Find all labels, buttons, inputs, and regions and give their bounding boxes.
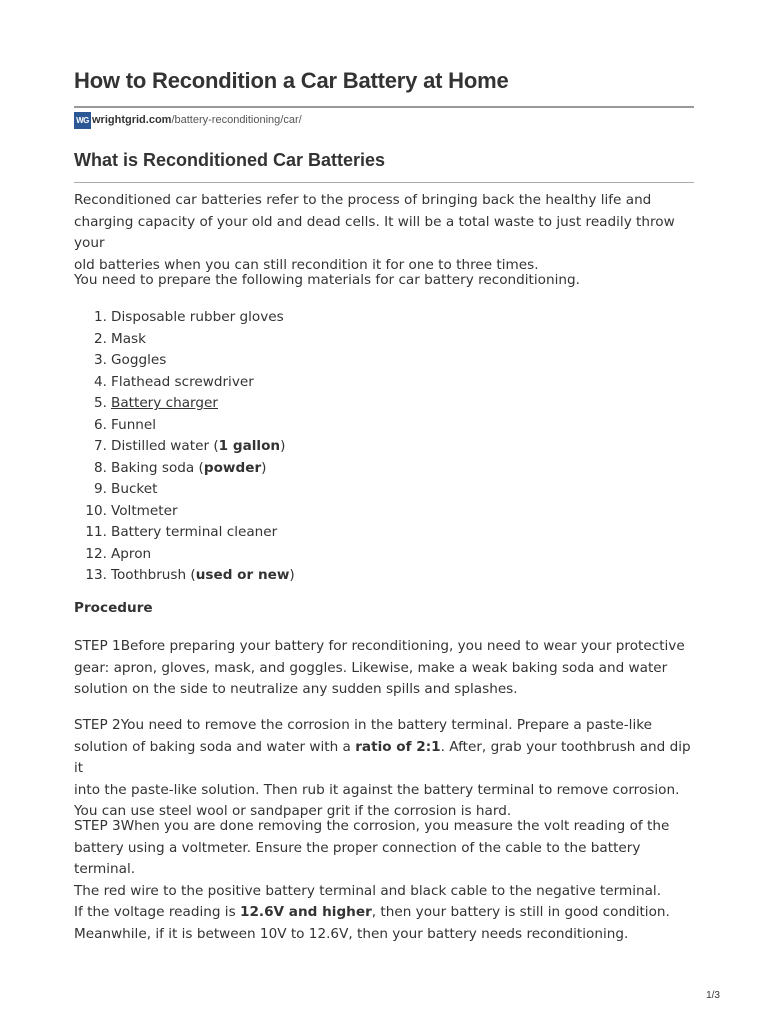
title-divider [74,106,694,108]
source-domain[interactable]: wrightgrid.com [92,114,172,126]
list-item: 8. Baking soda (powder) [94,459,267,476]
page-number: 1/3 [706,990,720,1001]
list-item: 4. Flathead screwdriver [94,373,254,390]
section-heading: What is Reconditioned Car Batteries [74,150,386,170]
intro-line: Reconditioned car batteries refer to the process of bringing back the healthy life and [74,192,652,208]
list-item: 7. Distilled water (1 gallon) [94,438,286,454]
site-logo-icon: WG [74,112,91,129]
list-item: 12. Apron [85,545,152,562]
list-item: 3. Goggles [94,352,167,368]
step-2-paragraph: STEP 2You need to remove the corrosion in the battery terminal. Prepare a paste-like solution of baking soda and water with a ratio of 2:1. After, grab your toothbrush and dip it into the paste-like solution. Then rub it against the battery terminal to remove corrosion. You can use steel wool or sandpaper grit if the corrosion is hard. [74,717,691,819]
list-item: 11. Battery terminal cleaner [85,524,278,540]
battery-charger-link[interactable]: Battery charger [111,395,218,411]
materials-list [74,307,295,587]
section-divider [74,182,694,183]
list-item: 10. Voltmeter [85,502,178,519]
intro-line: old batteries when you can still recondition it for one to three times. [74,256,539,273]
source-path[interactable]: /battery-reconditioning/car/ [171,114,302,126]
list-item: 6. Funnel [94,416,157,433]
list-item: 13. Toothbrush (used or new) [85,567,295,583]
page-title: How to Recondition a Car Battery at Home [74,68,509,93]
source-url[interactable] [74,111,302,129]
list-item: 9. Bucket [94,481,158,497]
list-item: 5. Battery charger [94,395,218,411]
intro-paragraph [74,190,704,276]
procedure-heading: Procedure [74,600,153,616]
intro-line: charging capacity of your old and dead cells. It will be a total waste to just readily throw your [74,213,675,251]
materials-intro: You need to prepare the following materials for car battery reconditioning. [74,272,580,288]
list-item: 2. Mask [94,330,147,347]
step-1-paragraph: STEP 1Before preparing your battery for reconditioning, you need to wear your protective gear: apron, gloves, mask, and goggles. Likewise, make a weak baking soda and water solution on the side to neutralize any sudden spills and splashes. [74,638,685,697]
list-item: 1. Disposable rubber gloves [94,309,284,325]
step-3-paragraph: STEP 3When you are done removing the corrosion, you measure the volt reading of the battery using a voltmeter. Ensure the proper connection of the cable to the battery terminal. The red wire to the positive battery terminal and black cable to the negative terminal. If the voltage reading is 12.6V and higher, then your battery is still in good condition. Meanwhile, if it is between 10V to 12.6V, then your battery needs reconditioning. [74,818,670,942]
